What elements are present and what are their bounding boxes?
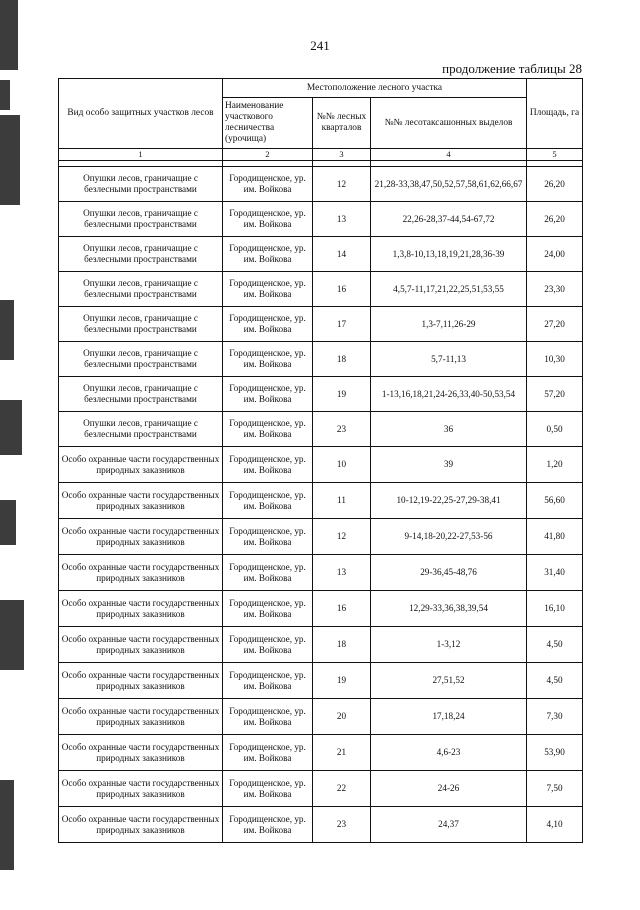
area-cell: 16,10: [527, 591, 583, 627]
forestry-cell: Городищенское, ур. им. Войкова: [223, 555, 313, 591]
table-row: [59, 167, 583, 202]
area-cell: 10,30: [527, 342, 583, 377]
forestry-cell: Городищенское, ур. им. Войкова: [223, 519, 313, 555]
kind-cell: Особо охранные части государственных природных заказников: [59, 699, 223, 735]
area-cell: 56,60: [527, 483, 583, 519]
column-number: 3: [313, 149, 371, 161]
sections-cell: 24,37: [371, 807, 527, 843]
sections-cell: 1-3,12: [371, 627, 527, 663]
forestry-cell: Городищенское, ур. им. Войкова: [223, 412, 313, 447]
table-row: [59, 555, 583, 591]
quarter-cell: 13: [313, 202, 371, 237]
table-row: [59, 591, 583, 627]
table-row: [59, 412, 583, 447]
column-number-row: [59, 149, 583, 161]
kind-cell: Опушки лесов, граничащие с безлесными пространствами: [59, 202, 223, 237]
table-row: [59, 237, 583, 272]
area-cell: 26,20: [527, 167, 583, 202]
quarter-cell: 14: [313, 237, 371, 272]
forestry-cell: Городищенское, ур. им. Войкова: [223, 202, 313, 237]
kind-cell: Опушки лесов, граничащие с безлесными пространствами: [59, 342, 223, 377]
column-number: 5: [527, 149, 583, 161]
quarter-cell: 12: [313, 519, 371, 555]
table-row: [59, 447, 583, 483]
table-row: [59, 202, 583, 237]
table-row: [59, 699, 583, 735]
forestry-cell: Городищенское, ур. им. Войкова: [223, 771, 313, 807]
forestry-cell: Городищенское, ур. им. Войкова: [223, 167, 313, 202]
sections-cell: 9-14,18-20,22-27,53-56: [371, 519, 527, 555]
table-row: [59, 307, 583, 342]
quarter-cell: 20: [313, 699, 371, 735]
sections-cell: 22,26-28,37-44,54-67,72: [371, 202, 527, 237]
quarter-cell: 16: [313, 272, 371, 307]
kind-cell: Особо охранные части государственных природных заказников: [59, 663, 223, 699]
sections-cell: 27,51,52: [371, 663, 527, 699]
table-row: [59, 663, 583, 699]
sections-cell: 39: [371, 447, 527, 483]
area-cell: 23,30: [527, 272, 583, 307]
kind-cell: Опушки лесов, граничащие с безлесными пространствами: [59, 307, 223, 342]
forestry-cell: Городищенское, ур. им. Войкова: [223, 237, 313, 272]
quarter-cell: 18: [313, 342, 371, 377]
forestry-cell: Городищенское, ур. им. Войкова: [223, 483, 313, 519]
table-row: [59, 735, 583, 771]
sections-cell: 4,5,7-11,17,21,22,25,51,53,55: [371, 272, 527, 307]
kind-cell: Особо охранные части государственных природных заказников: [59, 735, 223, 771]
sections-cell: 1,3-7,11,26-29: [371, 307, 527, 342]
kind-cell: Особо охранные части государственных природных заказников: [59, 447, 223, 483]
kind-cell: Опушки лесов, граничащие с безлесными пространствами: [59, 377, 223, 412]
kind-cell: Особо охранные части государственных природных заказников: [59, 771, 223, 807]
area-cell: 4,10: [527, 807, 583, 843]
area-cell: 26,20: [527, 202, 583, 237]
forestry-cell: Городищенское, ур. им. Войкова: [223, 663, 313, 699]
forestry-cell: Городищенское, ур. им. Войкова: [223, 591, 313, 627]
area-cell: 31,40: [527, 555, 583, 591]
quarter-cell: 19: [313, 663, 371, 699]
kind-cell: Опушки лесов, граничащие с безлесными пространствами: [59, 272, 223, 307]
scan-shadow-edge: [0, 0, 26, 910]
kind-cell: Особо охранные части государственных природных заказников: [59, 807, 223, 843]
header-forestry: Наименование участкового лесничества (урочища): [223, 98, 313, 149]
sections-cell: 24-26: [371, 771, 527, 807]
sections-cell: 12,29-33,36,38,39,54: [371, 591, 527, 627]
area-cell: 41,80: [527, 519, 583, 555]
header-location: Местоположение лесного участка: [223, 79, 527, 98]
table-row: [59, 483, 583, 519]
table-body: [59, 149, 583, 843]
forestry-cell: Городищенское, ур. им. Войкова: [223, 807, 313, 843]
sections-cell: 17,18,24: [371, 699, 527, 735]
forestry-cell: Городищенское, ур. им. Войкова: [223, 377, 313, 412]
area-cell: 7,50: [527, 771, 583, 807]
sections-cell: 4,6-23: [371, 735, 527, 771]
kind-cell: Особо охранные части государственных природных заказников: [59, 627, 223, 663]
kind-cell: Особо охранные части государственных природных заказников: [59, 555, 223, 591]
header-sections: №№ лесотаксашонных выделов: [371, 98, 527, 149]
forestry-cell: Городищенское, ур. им. Войкова: [223, 699, 313, 735]
quarter-cell: 10: [313, 447, 371, 483]
column-number: 1: [59, 149, 223, 161]
forestry-cell: Городищенское, ур. им. Войкова: [223, 307, 313, 342]
quarter-cell: 16: [313, 591, 371, 627]
kind-cell: Опушки лесов, граничащие с безлесными пространствами: [59, 412, 223, 447]
kind-cell: Опушки лесов, граничащие с безлесными пространствами: [59, 167, 223, 202]
quarter-cell: 13: [313, 555, 371, 591]
kind-cell: Особо охранные части государственных природных заказников: [59, 519, 223, 555]
forestry-cell: Городищенское, ур. им. Войкова: [223, 272, 313, 307]
table-row: [59, 342, 583, 377]
kind-cell: Особо охранные части государственных природных заказников: [59, 591, 223, 627]
page-number: 241: [310, 38, 330, 53]
header-kind: Вид особо защитных участков лесов: [59, 79, 223, 149]
table-row: [59, 272, 583, 307]
quarter-cell: 18: [313, 627, 371, 663]
forestry-cell: Городищенское, ур. им. Войкова: [223, 735, 313, 771]
table-continuation-caption: продолжение таблицы 28: [442, 61, 582, 76]
table-row: [59, 519, 583, 555]
sections-cell: 1-13,16,18,21,24-26,33,40-50,53,54: [371, 377, 527, 412]
table-row: [59, 627, 583, 663]
column-number: 4: [371, 149, 527, 161]
sections-cell: 29-36,45-48,76: [371, 555, 527, 591]
quarter-cell: 23: [313, 807, 371, 843]
quarter-cell: 11: [313, 483, 371, 519]
table-row: [59, 377, 583, 412]
table-row: [59, 771, 583, 807]
quarter-cell: 23: [313, 412, 371, 447]
area-cell: 53,90: [527, 735, 583, 771]
area-cell: 7,30: [527, 699, 583, 735]
header-area: Площадь, га: [527, 79, 583, 149]
area-cell: 57,20: [527, 377, 583, 412]
area-cell: 4,50: [527, 663, 583, 699]
quarter-cell: 17: [313, 307, 371, 342]
quarter-cell: 12: [313, 167, 371, 202]
quarter-cell: 19: [313, 377, 371, 412]
quarter-cell: 22: [313, 771, 371, 807]
area-cell: 1,20: [527, 447, 583, 483]
sections-cell: 5,7-11,13: [371, 342, 527, 377]
protective-areas-table: [58, 78, 583, 843]
sections-cell: 10-12,19-22,25-27,29-38,41: [371, 483, 527, 519]
sections-cell: 1,3,8-10,13,18,19,21,28,36-39: [371, 237, 527, 272]
forestry-cell: Городищенское, ур. им. Войкова: [223, 342, 313, 377]
area-cell: 27,20: [527, 307, 583, 342]
sections-cell: 21,28-33,38,47,50,52,57,58,61,62,66,67: [371, 167, 527, 202]
column-number: 2: [223, 149, 313, 161]
area-cell: 4,50: [527, 627, 583, 663]
kind-cell: Опушки лесов, граничащие с безлесными пространствами: [59, 237, 223, 272]
forestry-cell: Городищенское, ур. им. Войкова: [223, 447, 313, 483]
sections-cell: 36: [371, 412, 527, 447]
table-row: [59, 807, 583, 843]
header-quarters: №№ лесных кварталов: [313, 98, 371, 149]
area-cell: 0,50: [527, 412, 583, 447]
area-cell: 24,00: [527, 237, 583, 272]
quarter-cell: 21: [313, 735, 371, 771]
forestry-cell: Городищенское, ур. им. Войкова: [223, 627, 313, 663]
kind-cell: Особо охранные части государственных природных заказников: [59, 483, 223, 519]
